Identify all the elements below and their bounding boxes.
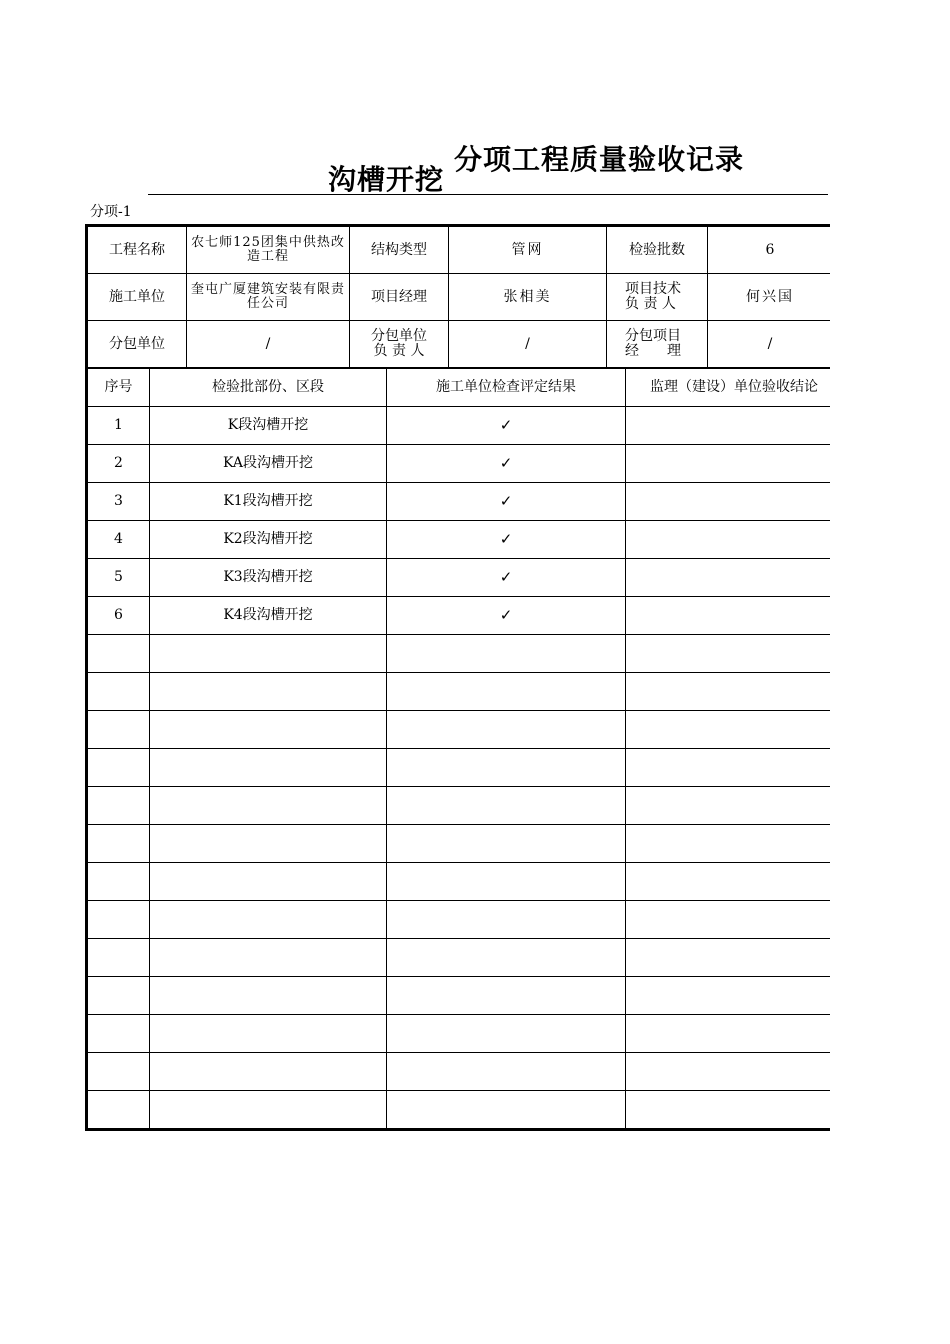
contractor-label: 施工单位 <box>88 274 187 321</box>
blank-row <box>88 863 831 901</box>
blank-cell <box>626 1053 831 1091</box>
table-row <box>88 597 831 635</box>
info-row-project <box>88 227 831 274</box>
blank-cell <box>387 787 626 825</box>
blank-row <box>88 1053 831 1091</box>
row-section: K4段沟槽开挖 <box>150 597 387 635</box>
header-result: 施工单位检查评定结果 <box>387 369 626 407</box>
blank-cell <box>626 1015 831 1053</box>
row-conclusion <box>626 445 831 483</box>
blank-cell <box>150 863 387 901</box>
blank-cell <box>88 635 150 673</box>
row-no: 5 <box>88 559 150 597</box>
blank-row <box>88 825 831 863</box>
row-conclusion <box>626 559 831 597</box>
blank-cell <box>387 635 626 673</box>
page-title: 分项工程质量验收记录 <box>454 143 745 176</box>
row-section: KA段沟槽开挖 <box>150 445 387 483</box>
batch-count-value: 6 <box>708 227 831 274</box>
sub-lead-value: / <box>449 321 607 368</box>
blank-row <box>88 749 831 787</box>
blank-row <box>88 939 831 977</box>
table-row <box>88 559 831 597</box>
info-row-contractor <box>88 274 831 321</box>
blank-cell <box>150 825 387 863</box>
blank-cell <box>387 901 626 939</box>
blank-cell <box>387 863 626 901</box>
blank-cell <box>150 1053 387 1091</box>
row-section: K段沟槽开挖 <box>150 407 387 445</box>
blank-row <box>88 673 831 711</box>
project-name-label: 工程名称 <box>88 227 187 274</box>
table-header-row <box>88 369 831 407</box>
blank-cell <box>88 749 150 787</box>
blank-cell <box>387 1015 626 1053</box>
blank-cell <box>387 1053 626 1091</box>
blank-row <box>88 635 831 673</box>
blank-cell <box>88 1015 150 1053</box>
blank-cell <box>626 635 831 673</box>
row-section: K2段沟槽开挖 <box>150 521 387 559</box>
info-table <box>87 226 830 368</box>
blank-cell <box>626 711 831 749</box>
row-conclusion <box>626 521 831 559</box>
subcontractor-value: / <box>187 321 350 368</box>
acceptance-sheet <box>85 224 830 1131</box>
row-result: ✓ <box>387 483 626 521</box>
blank-cell <box>387 825 626 863</box>
blank-cell <box>150 635 387 673</box>
row-no: 3 <box>88 483 150 521</box>
row-no: 6 <box>88 597 150 635</box>
blank-cell <box>387 939 626 977</box>
table-row <box>88 521 831 559</box>
blank-cell <box>626 1091 831 1129</box>
row-result: ✓ <box>387 559 626 597</box>
blank-cell <box>150 939 387 977</box>
project-manager-value: 张相美 <box>449 274 607 321</box>
blank-cell <box>150 901 387 939</box>
tech-lead-label: 项目技术 负 责 人 <box>607 274 708 321</box>
form-code: 分项-1 <box>90 204 132 220</box>
blank-cell <box>88 863 150 901</box>
tech-lead-value: 何兴国 <box>708 274 831 321</box>
blank-cell <box>626 977 831 1015</box>
blank-cell <box>387 673 626 711</box>
blank-cell <box>150 711 387 749</box>
blank-cell <box>88 901 150 939</box>
blank-cell <box>88 787 150 825</box>
subcontractor-label: 分包单位 <box>88 321 187 368</box>
project-name-value: 农七师125团集中供热改造工程 <box>187 227 350 274</box>
blank-row <box>88 901 831 939</box>
row-result: ✓ <box>387 445 626 483</box>
blank-cell <box>626 673 831 711</box>
blank-cell <box>88 977 150 1015</box>
blank-cell <box>626 863 831 901</box>
sub-manager-value: / <box>708 321 831 368</box>
row-conclusion <box>626 407 831 445</box>
contractor-value: 奎屯广厦建筑安装有限责任公司 <box>187 274 350 321</box>
blank-cell <box>626 901 831 939</box>
row-conclusion <box>626 483 831 521</box>
row-section: K1段沟槽开挖 <box>150 483 387 521</box>
blank-cell <box>387 711 626 749</box>
sub-manager-label: 分包项目 经 理 <box>607 321 708 368</box>
row-result: ✓ <box>387 597 626 635</box>
blank-cell <box>150 673 387 711</box>
blank-cell <box>88 711 150 749</box>
blank-cell <box>387 977 626 1015</box>
blank-cell <box>626 825 831 863</box>
sub-lead-label: 分包单位 负 责 人 <box>350 321 449 368</box>
header-section: 检验批部份、区段 <box>150 369 387 407</box>
blank-cell <box>150 977 387 1015</box>
blank-cell <box>626 749 831 787</box>
batch-count-label: 检验批数 <box>607 227 708 274</box>
blank-row <box>88 1091 831 1129</box>
structure-type-label: 结构类型 <box>350 227 449 274</box>
sub-title: 沟槽开挖 <box>328 163 445 196</box>
project-manager-label: 项目经理 <box>350 274 449 321</box>
blank-cell <box>150 1091 387 1129</box>
blank-row <box>88 787 831 825</box>
blank-cell <box>88 825 150 863</box>
table-row <box>88 407 831 445</box>
blank-cell <box>88 1053 150 1091</box>
blank-row <box>88 1015 831 1053</box>
info-row-subcontractor <box>88 321 831 368</box>
blank-row <box>88 977 831 1015</box>
header-no: 序号 <box>88 369 150 407</box>
row-no: 4 <box>88 521 150 559</box>
batch-table <box>87 368 830 1129</box>
structure-type-value: 管网 <box>449 227 607 274</box>
row-conclusion <box>626 597 831 635</box>
blank-cell <box>88 939 150 977</box>
header-conclusion: 监理（建设）单位验收结论 <box>626 369 831 407</box>
row-no: 1 <box>88 407 150 445</box>
row-result: ✓ <box>387 521 626 559</box>
row-result: ✓ <box>387 407 626 445</box>
blank-cell <box>626 787 831 825</box>
blank-cell <box>387 749 626 787</box>
blank-cell <box>387 1091 626 1129</box>
blank-cell <box>626 939 831 977</box>
blank-cell <box>150 749 387 787</box>
table-row <box>88 483 831 521</box>
blank-cell <box>150 1015 387 1053</box>
row-no: 2 <box>88 445 150 483</box>
blank-row <box>88 711 831 749</box>
title-underline <box>148 194 828 195</box>
blank-cell <box>88 673 150 711</box>
blank-cell <box>88 1091 150 1129</box>
table-row <box>88 445 831 483</box>
blank-cell <box>150 787 387 825</box>
row-section: K3段沟槽开挖 <box>150 559 387 597</box>
